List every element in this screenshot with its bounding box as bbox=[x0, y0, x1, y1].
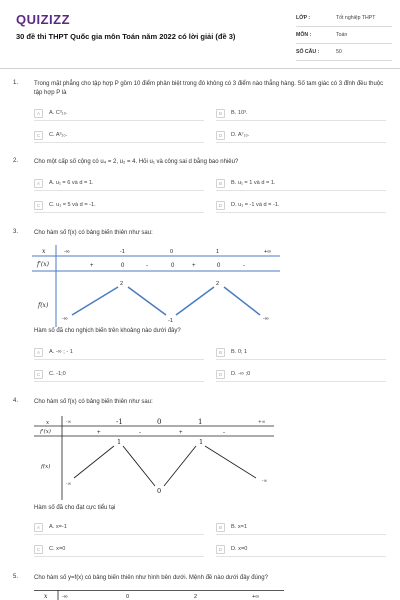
option-letter: D bbox=[216, 545, 225, 554]
option-text: B. u₁ = 1 và d = 1. bbox=[231, 180, 276, 186]
x-label: x bbox=[44, 593, 48, 600]
option-d[interactable] bbox=[216, 369, 386, 382]
option-letter: A bbox=[34, 179, 43, 188]
f-value: 2 bbox=[120, 281, 124, 287]
option-letter: A bbox=[34, 109, 43, 118]
f-value: -∞ bbox=[62, 316, 68, 322]
question-subtext: Hàm số đã cho nghịch biến trên khoảng nào dưới đây? bbox=[34, 328, 181, 334]
option-d[interactable] bbox=[216, 130, 386, 143]
x-value: 0 bbox=[157, 418, 162, 426]
option-text: C. x=0 bbox=[49, 546, 66, 552]
option-letter: B bbox=[216, 179, 225, 188]
option-c[interactable] bbox=[34, 200, 204, 213]
option-b[interactable] bbox=[216, 522, 386, 535]
meta-value: 50 bbox=[336, 49, 342, 55]
meta-row-class bbox=[296, 10, 392, 27]
sign: 0 bbox=[171, 263, 175, 269]
page-header bbox=[0, 0, 400, 62]
option-letter: D bbox=[216, 370, 225, 379]
option-letter: C bbox=[34, 370, 43, 379]
question-text: Cho hàm số y=f(x) có bảng biến thiên như hình bên dưới. Mệnh đề nào dưới đây đúng? bbox=[34, 575, 268, 581]
option-text: C. A³₁₀. bbox=[49, 132, 68, 138]
variation-table bbox=[34, 590, 284, 600]
question-text: Cho một cấp số cộng có u₄ = 2, u₂ = 4. Hỏi u₁ và công sai d bằng bao nhiêu? bbox=[34, 159, 239, 165]
meta-row-count bbox=[296, 44, 392, 61]
option-letter: A bbox=[34, 348, 43, 357]
x-label: x bbox=[46, 420, 50, 426]
option-text: D. -∞ ;0 bbox=[231, 371, 251, 377]
option-b[interactable] bbox=[216, 108, 386, 121]
f-value: 1 bbox=[117, 438, 122, 446]
option-b[interactable] bbox=[216, 178, 386, 191]
question-number: 3. bbox=[13, 229, 19, 235]
option-text: C. u₁ = 5 và d = -1. bbox=[49, 202, 96, 208]
option-b[interactable] bbox=[216, 347, 386, 360]
f-value: 2 bbox=[216, 281, 220, 287]
question-number: 1. bbox=[13, 80, 19, 86]
table-background bbox=[32, 245, 280, 327]
f-value: -∞ bbox=[263, 316, 269, 322]
option-text: A. -∞ ; - 1 bbox=[49, 349, 73, 355]
option-letter: C bbox=[34, 131, 43, 140]
meta-key: MÔN : bbox=[296, 32, 312, 38]
x-value: 0 bbox=[170, 249, 174, 255]
x-value: 0 bbox=[126, 594, 130, 600]
question-subtext: Hàm số đã cho đạt cực tiểu tại bbox=[34, 505, 116, 511]
option-a[interactable] bbox=[34, 522, 204, 535]
option-letter: B bbox=[216, 109, 225, 118]
option-a[interactable] bbox=[34, 178, 204, 191]
sign: - bbox=[139, 430, 141, 436]
x-value: -1 bbox=[120, 249, 125, 255]
option-c[interactable] bbox=[34, 369, 204, 382]
option-letter: D bbox=[216, 201, 225, 210]
option-letter: B bbox=[216, 348, 225, 357]
meta-value: Toán bbox=[336, 32, 348, 38]
x-label: x bbox=[42, 248, 46, 255]
sign: - bbox=[223, 430, 225, 436]
option-c[interactable] bbox=[34, 130, 204, 143]
sign: + bbox=[192, 263, 196, 269]
question-text: Trong mặt phẳng cho tập hợp P gồm 10 điểm phân biệt trong đó không có 3 điểm nào thẳng hàng. Số tam giác có 3 đỉnh đều thuộc tập hợp P là bbox=[34, 81, 384, 96]
option-text: C. -1;0 bbox=[49, 371, 66, 377]
option-text: D. u₁ = -1 và d = -1. bbox=[231, 202, 280, 208]
option-text: A. x=-1 bbox=[49, 524, 67, 530]
sign: + bbox=[179, 430, 183, 436]
variation-table bbox=[32, 245, 280, 327]
f-value: 0 bbox=[157, 487, 162, 495]
option-text: B. 10³. bbox=[231, 110, 248, 116]
quizizz-logo: QUIZIZZ bbox=[16, 12, 71, 27]
table-background bbox=[34, 590, 284, 600]
option-letter: B bbox=[216, 523, 225, 532]
x-value: -∞ bbox=[62, 594, 68, 600]
sign: + bbox=[97, 430, 101, 436]
sign: + bbox=[90, 263, 94, 269]
x-value: -∞ bbox=[66, 420, 72, 425]
option-text: D. A⁷₁₀. bbox=[231, 132, 250, 138]
question-number: 5. bbox=[13, 574, 19, 580]
meta-value: Tốt nghiệp THPT bbox=[336, 15, 376, 21]
option-letter: A bbox=[34, 523, 43, 532]
option-a[interactable] bbox=[34, 347, 204, 360]
fprime-label: f'(x) bbox=[37, 261, 49, 268]
f-value: 1 bbox=[199, 438, 204, 446]
document-title: 30 đề thi THPT Quốc gia môn Toán năm 2022 có lời giải (đề 3) bbox=[16, 32, 236, 41]
x-value: -∞ bbox=[64, 249, 70, 255]
f-label: f(x) bbox=[38, 302, 49, 309]
option-text: A. u₁ = 6 và d = 1. bbox=[49, 180, 94, 186]
f-label: f(x) bbox=[41, 464, 51, 470]
x-value: 1 bbox=[216, 249, 220, 255]
sign: - bbox=[146, 263, 148, 269]
x-value: +∞ bbox=[264, 249, 272, 255]
x-value: 2 bbox=[194, 594, 198, 600]
option-text: A. C³₁₀. bbox=[49, 110, 68, 116]
header-divider bbox=[0, 68, 400, 69]
option-d[interactable] bbox=[216, 544, 386, 557]
meta-table bbox=[296, 10, 392, 61]
sign: 0 bbox=[217, 263, 221, 269]
option-c[interactable] bbox=[34, 544, 204, 557]
f-value: -∞ bbox=[66, 482, 72, 487]
x-value: +∞ bbox=[252, 594, 260, 600]
x-value: 1 bbox=[198, 418, 203, 426]
variation-table bbox=[34, 416, 274, 500]
f-value: -∞ bbox=[262, 479, 268, 484]
sign: - bbox=[243, 263, 245, 269]
meta-key: LỚP : bbox=[296, 15, 311, 21]
option-text: B. 0; 1 bbox=[231, 349, 248, 355]
sign: 0 bbox=[121, 263, 125, 269]
option-text: B. x=1 bbox=[231, 524, 248, 530]
option-letter: C bbox=[34, 201, 43, 210]
table-background bbox=[34, 416, 274, 500]
x-value: -1 bbox=[116, 418, 123, 426]
option-letter: C bbox=[34, 545, 43, 554]
question-number: 2. bbox=[13, 158, 19, 164]
option-d[interactable] bbox=[216, 200, 386, 213]
x-value: +∞ bbox=[258, 420, 266, 425]
meta-row-subject bbox=[296, 27, 392, 44]
f-value: -1 bbox=[168, 318, 173, 324]
question-number: 4. bbox=[13, 398, 19, 404]
fprime-label: f'(x) bbox=[40, 429, 51, 435]
option-a[interactable] bbox=[34, 108, 204, 121]
option-letter: D bbox=[216, 131, 225, 140]
question-text: Cho hàm số f(x) có bảng biến thiên như sau: bbox=[34, 399, 153, 405]
meta-key: SỐ CÂU : bbox=[296, 49, 320, 55]
question-text: Cho hàm số f(x) có bảng biến thiên như sau: bbox=[34, 230, 153, 236]
option-text: D. x=0 bbox=[231, 546, 248, 552]
